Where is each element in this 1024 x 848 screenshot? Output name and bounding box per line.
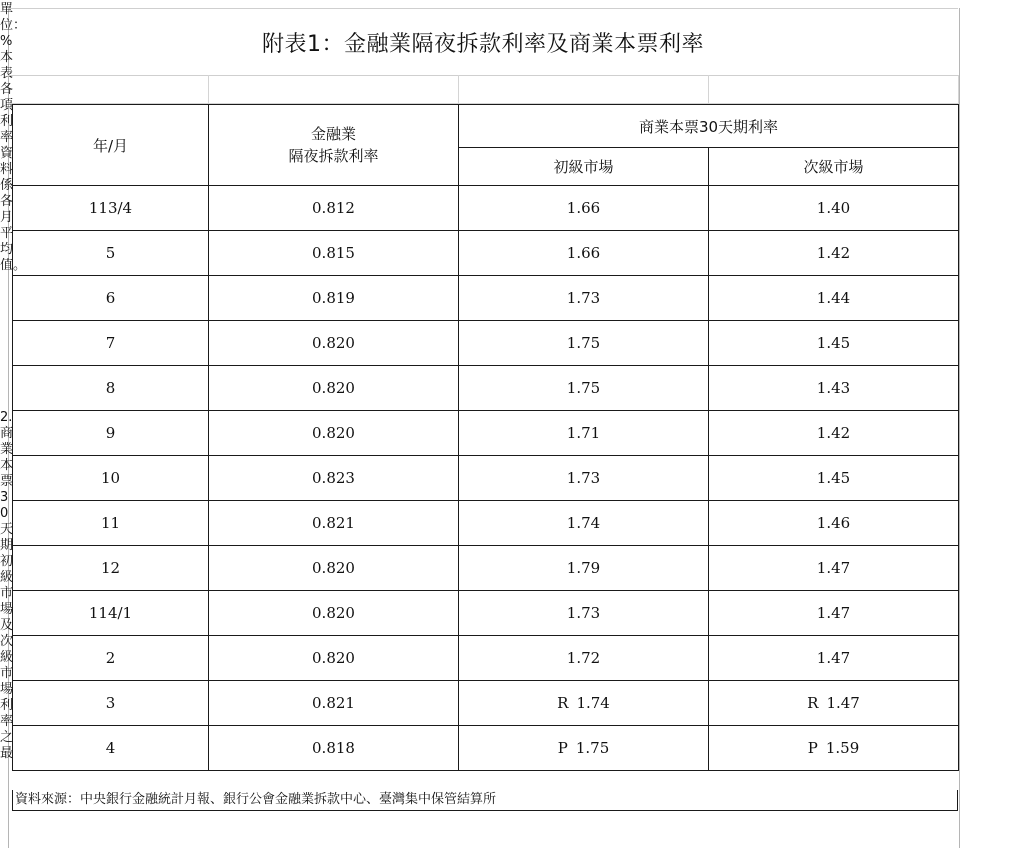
cell-year-month[interactable] [13, 591, 209, 636]
secondary-rate-value: 1.40 [816, 199, 851, 217]
overnight-rate-value: 0.815 [312, 244, 355, 262]
primary-rate-value: 1.75 [575, 739, 610, 757]
cell-primary-rate[interactable] [459, 546, 709, 591]
primary-rate-value: 1.71 [566, 424, 601, 442]
table-row [13, 186, 959, 231]
cell-year-month[interactable] [13, 276, 209, 321]
table-row [13, 591, 959, 636]
revision-flag: P [557, 739, 568, 757]
table-row [13, 546, 959, 591]
cell-overnight-rate[interactable] [209, 636, 459, 681]
cell-overnight-rate[interactable] [209, 456, 459, 501]
primary-rate-value: 1.66 [566, 244, 601, 262]
cell-secondary-rate[interactable] [709, 501, 959, 546]
year-month-value: 114/1 [88, 604, 133, 622]
table-row [13, 501, 959, 546]
year-month-value: 8 [105, 379, 116, 397]
cell-secondary-rate[interactable] [709, 231, 959, 276]
cell-year-month[interactable] [13, 321, 209, 366]
table-row [13, 366, 959, 411]
table-row [13, 321, 959, 366]
overnight-rate-value: 0.820 [312, 559, 355, 577]
cell-primary-rate[interactable] [459, 501, 709, 546]
cell-year-month[interactable] [13, 366, 209, 411]
blank-cell[interactable] [709, 75, 959, 104]
header-interbank-rate: 金融業 隔夜拆款利率 [209, 105, 459, 186]
table-row [13, 636, 959, 681]
secondary-rate-value: 1.47 [816, 559, 851, 577]
primary-rate-value: 1.73 [566, 469, 601, 487]
primary-rate-value: 1.66 [566, 199, 601, 217]
cell-year-month[interactable] [13, 636, 209, 681]
overnight-rate-value: 0.821 [312, 514, 355, 532]
year-month-value: 113/4 [88, 199, 133, 217]
table-row [13, 411, 959, 456]
cell-primary-rate[interactable] [459, 591, 709, 636]
secondary-rate-value: 1.44 [816, 289, 851, 307]
cell-secondary-rate[interactable] [709, 681, 959, 726]
cell-primary-rate[interactable] [459, 186, 709, 231]
cell-secondary-rate[interactable] [709, 546, 959, 591]
overnight-rate-value: 0.820 [312, 424, 355, 442]
blank-cell[interactable] [209, 75, 459, 104]
revision-flag: P [807, 739, 818, 757]
secondary-rate-value: 1.45 [816, 469, 851, 487]
table-row [13, 231, 959, 276]
secondary-rate-value: 1.42 [816, 244, 851, 262]
blank-cell[interactable] [459, 75, 709, 104]
cell-overnight-rate[interactable] [209, 186, 459, 231]
cell-primary-rate[interactable] [459, 411, 709, 456]
year-month-value: 6 [105, 289, 116, 307]
table-row [13, 726, 959, 771]
year-month-value: 10 [100, 469, 121, 487]
cell-secondary-rate[interactable] [709, 456, 959, 501]
overnight-rate-value: 0.821 [312, 694, 355, 712]
primary-rate-value: 1.72 [566, 649, 601, 667]
primary-rate-value: 1.75 [566, 334, 601, 352]
overnight-rate-value: 0.820 [312, 604, 355, 622]
cell-year-month[interactable] [13, 456, 209, 501]
cell-overnight-rate[interactable] [209, 726, 459, 771]
cell-primary-rate[interactable] [459, 456, 709, 501]
header-year-month: 年/月 [13, 105, 209, 186]
secondary-rate-value: 1.47 [826, 694, 860, 712]
rates-table [12, 104, 959, 771]
cell-year-month[interactable] [13, 726, 209, 771]
year-month-value: 3 [105, 694, 116, 712]
overnight-rate-value: 0.820 [312, 649, 355, 667]
year-month-value: 5 [105, 244, 116, 262]
table-row [13, 681, 959, 726]
secondary-rate-value: 1.42 [816, 424, 851, 442]
cell-primary-rate[interactable] [459, 681, 709, 726]
year-month-value: 9 [105, 424, 116, 442]
secondary-rate-value: 1.47 [816, 604, 851, 622]
table-title: 附表1：金融業隔夜拆款利率及商業本票利率 [8, 8, 958, 76]
header-primary-market: 初級市場 [459, 148, 709, 186]
year-month-value: 4 [105, 739, 116, 757]
cell-overnight-rate[interactable] [209, 231, 459, 276]
blank-cell[interactable] [8, 75, 209, 104]
cell-year-month[interactable] [13, 411, 209, 456]
primary-rate-value: 1.73 [566, 289, 601, 307]
cell-secondary-rate[interactable] [709, 636, 959, 681]
primary-rate-value: 1.73 [566, 604, 601, 622]
overnight-rate-value: 0.823 [312, 469, 355, 487]
unit-note: 單位：%本表各項利率資料係各月平均值。 [0, 2, 27, 273]
cell-year-month[interactable] [13, 681, 209, 726]
cell-secondary-rate[interactable] [709, 186, 959, 231]
cell-overnight-rate[interactable] [209, 501, 459, 546]
cell-overnight-rate[interactable] [209, 276, 459, 321]
overnight-rate-value: 0.819 [312, 289, 355, 307]
cell-year-month[interactable] [13, 231, 209, 276]
cell-primary-rate[interactable] [459, 276, 709, 321]
cell-secondary-rate[interactable] [709, 321, 959, 366]
cell-primary-rate[interactable] [459, 231, 709, 276]
secondary-rate-value: 1.43 [816, 379, 851, 397]
cell-overnight-rate[interactable] [209, 366, 459, 411]
overnight-rate-value: 0.820 [312, 379, 355, 397]
cell-year-month[interactable] [13, 501, 209, 546]
secondary-rate-value: 1.59 [825, 739, 860, 757]
cell-secondary-rate[interactable] [709, 276, 959, 321]
cell-primary-rate[interactable] [459, 636, 709, 681]
cell-year-month[interactable] [13, 546, 209, 591]
cell-primary-rate[interactable] [459, 321, 709, 366]
secondary-rate-value: 1.47 [816, 649, 851, 667]
cell-year-month[interactable] [13, 186, 209, 231]
overnight-rate-value: 0.820 [312, 334, 355, 352]
secondary-rate-value: 1.46 [816, 514, 851, 532]
primary-rate-value: 1.79 [566, 559, 601, 577]
overnight-rate-value: 0.818 [312, 739, 355, 757]
revision-flag: R [807, 694, 819, 712]
cell-overnight-rate[interactable] [209, 681, 459, 726]
year-month-value: 12 [100, 559, 121, 577]
primary-rate-value: 1.74 [566, 514, 601, 532]
table-row [13, 276, 959, 321]
footnote-2: 2.商業本票30天期初級市場及次級市場利率之最 [0, 410, 14, 761]
cell-overnight-rate[interactable] [209, 321, 459, 366]
primary-rate-value: 1.74 [576, 694, 610, 712]
header-cp-30day: 商業本票30天期利率 [459, 105, 959, 148]
cell-overnight-rate[interactable] [209, 546, 459, 591]
year-month-value: 11 [100, 514, 121, 532]
cell-overnight-rate[interactable] [209, 591, 459, 636]
cell-secondary-rate[interactable] [709, 366, 959, 411]
cell-overnight-rate[interactable] [209, 411, 459, 456]
year-month-value: 7 [105, 334, 116, 352]
source-note: 資料來源：中央銀行金融統計月報、銀行公會金融業拆款中心、臺灣集中保管結算所 [12, 790, 958, 811]
cell-primary-rate[interactable] [459, 366, 709, 411]
overnight-rate-value: 0.812 [312, 199, 355, 217]
revision-flag: R [557, 694, 569, 712]
year-month-value: 2 [105, 649, 116, 667]
header-secondary-market: 次級市場 [709, 148, 959, 186]
table-row [13, 456, 959, 501]
cell-secondary-rate[interactable] [709, 411, 959, 456]
secondary-rate-value: 1.45 [816, 334, 851, 352]
primary-rate-value: 1.75 [566, 379, 601, 397]
cell-primary-rate[interactable] [459, 726, 709, 771]
cell-secondary-rate[interactable] [709, 726, 959, 771]
cell-secondary-rate[interactable] [709, 591, 959, 636]
